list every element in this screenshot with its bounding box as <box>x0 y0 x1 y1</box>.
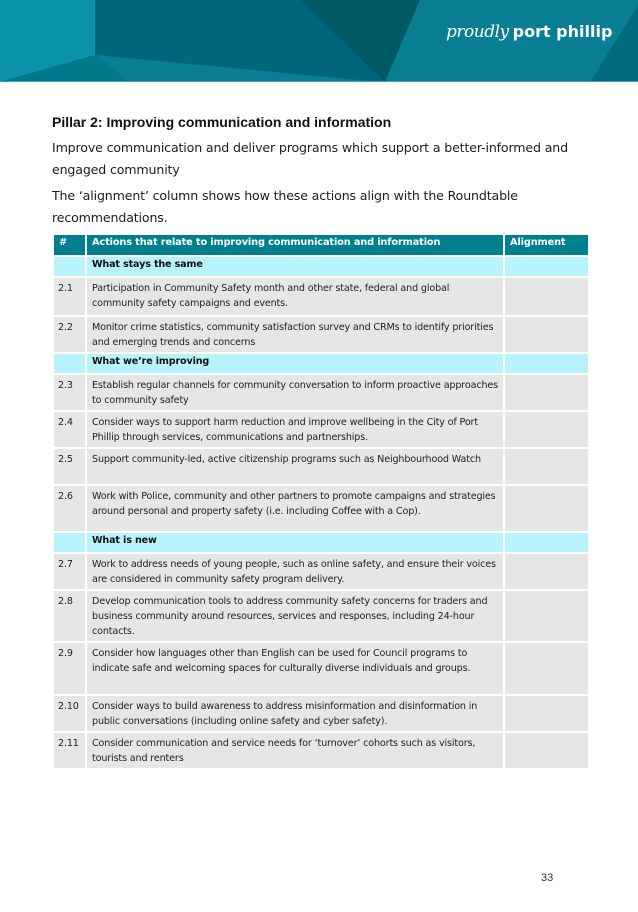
alignment-note-text: The ‘alignment’ column shows how these actions align with the Roundtable recommendations. <box>52 188 518 225</box>
row-alignment <box>504 642 589 695</box>
row-alignment <box>504 732 589 769</box>
pillar-intro-text: Improve communication and deliver programs which support a better-informed and engaged community <box>52 140 568 177</box>
row-action: Consider communication and service needs for ‘turnover’ cohorts such as visitors, tourists and renters <box>86 732 504 769</box>
row-number: 2.6 <box>53 485 86 532</box>
row-action: Work with Police, community and other partners to promote campaigns and strategies around personal and property safety (i.e. including Coffee with a Cop). <box>86 485 504 532</box>
header-banner <box>0 0 638 82</box>
row-number: 2.5 <box>53 448 86 485</box>
row-action: Develop communication tools to address community safety concerns for traders and business community around resources, services and responses, including 24-hour contacts. <box>86 590 504 642</box>
row-number: 2.3 <box>53 374 86 411</box>
column-header-number: # <box>53 234 86 256</box>
page-number: 33 <box>541 872 554 884</box>
table-row <box>53 316 589 353</box>
section-num-cell <box>53 256 86 277</box>
table-row <box>53 732 589 769</box>
row-alignment <box>504 411 589 448</box>
row-number: 2.2 <box>53 316 86 353</box>
row-action: Support community-led, active citizenship programs such as Neighbourhood Watch <box>86 448 504 485</box>
table-row <box>53 485 589 532</box>
table-row <box>53 590 589 642</box>
row-action: Work to address needs of young people, such as online safety, and ensure their voices are considered in community safety program delivery. <box>86 553 504 590</box>
section-alignment-cell <box>504 532 589 553</box>
section-label: What is new <box>86 532 504 553</box>
row-number: 2.7 <box>53 553 86 590</box>
section-alignment-cell <box>504 353 589 374</box>
table-row <box>53 695 589 732</box>
row-number: 2.1 <box>53 277 86 316</box>
column-header-alignment: Alignment <box>504 234 589 256</box>
section-num-cell <box>53 532 86 553</box>
row-action: Participation in Community Safety month and other state, federal and global community safety campaigns and events. <box>86 277 504 316</box>
section-label: What stays the same <box>86 256 504 277</box>
row-action: Consider ways to support harm reduction and improve wellbeing in the City of Port Phillip through services, communications and partnerships. <box>86 411 504 448</box>
proudly-port-phillip-logo <box>446 22 612 42</box>
row-number: 2.9 <box>53 642 86 695</box>
banner-divider <box>0 81 638 82</box>
row-number: 2.11 <box>53 732 86 769</box>
section-row-new <box>53 532 589 553</box>
section-row-improving <box>53 353 589 374</box>
row-action: Consider ways to build awareness to address misinformation and disinformation in public conversations (including online safety and cyber safety). <box>86 695 504 732</box>
section-alignment-cell <box>504 256 589 277</box>
actions-table <box>52 233 590 770</box>
section-row-stays-same <box>53 256 589 277</box>
table-row <box>53 642 589 695</box>
table-header-row <box>53 234 589 256</box>
column-header-actions: Actions that relate to improving communication and information <box>86 234 504 256</box>
logo-script-text: proudly <box>446 22 509 42</box>
row-alignment <box>504 590 589 642</box>
row-alignment <box>504 374 589 411</box>
table-row <box>53 411 589 448</box>
row-action: Consider how languages other than English can be used for Council programs to indicate safe and welcoming spaces for culturally diverse individuals and groups. <box>86 642 504 695</box>
table-row <box>53 277 589 316</box>
row-action: Monitor crime statistics, community satisfaction survey and CRMs to identify priorities and emerging trends and concerns <box>86 316 504 353</box>
row-alignment <box>504 448 589 485</box>
page-title: Pillar 2: Improving communication and information <box>52 114 392 130</box>
row-alignment <box>504 277 589 316</box>
table-row <box>53 448 589 485</box>
row-action: Establish regular channels for community conversation to inform proactive approaches to community safety <box>86 374 504 411</box>
row-number: 2.8 <box>53 590 86 642</box>
table-row <box>53 374 589 411</box>
row-alignment <box>504 553 589 590</box>
row-number: 2.4 <box>53 411 86 448</box>
row-alignment <box>504 485 589 532</box>
row-number: 2.10 <box>53 695 86 732</box>
row-alignment <box>504 695 589 732</box>
table-row <box>53 553 589 590</box>
row-alignment <box>504 316 589 353</box>
section-num-cell <box>53 353 86 374</box>
logo-brand-text: port phillip <box>512 22 613 41</box>
section-label: What we’re improving <box>86 353 504 374</box>
